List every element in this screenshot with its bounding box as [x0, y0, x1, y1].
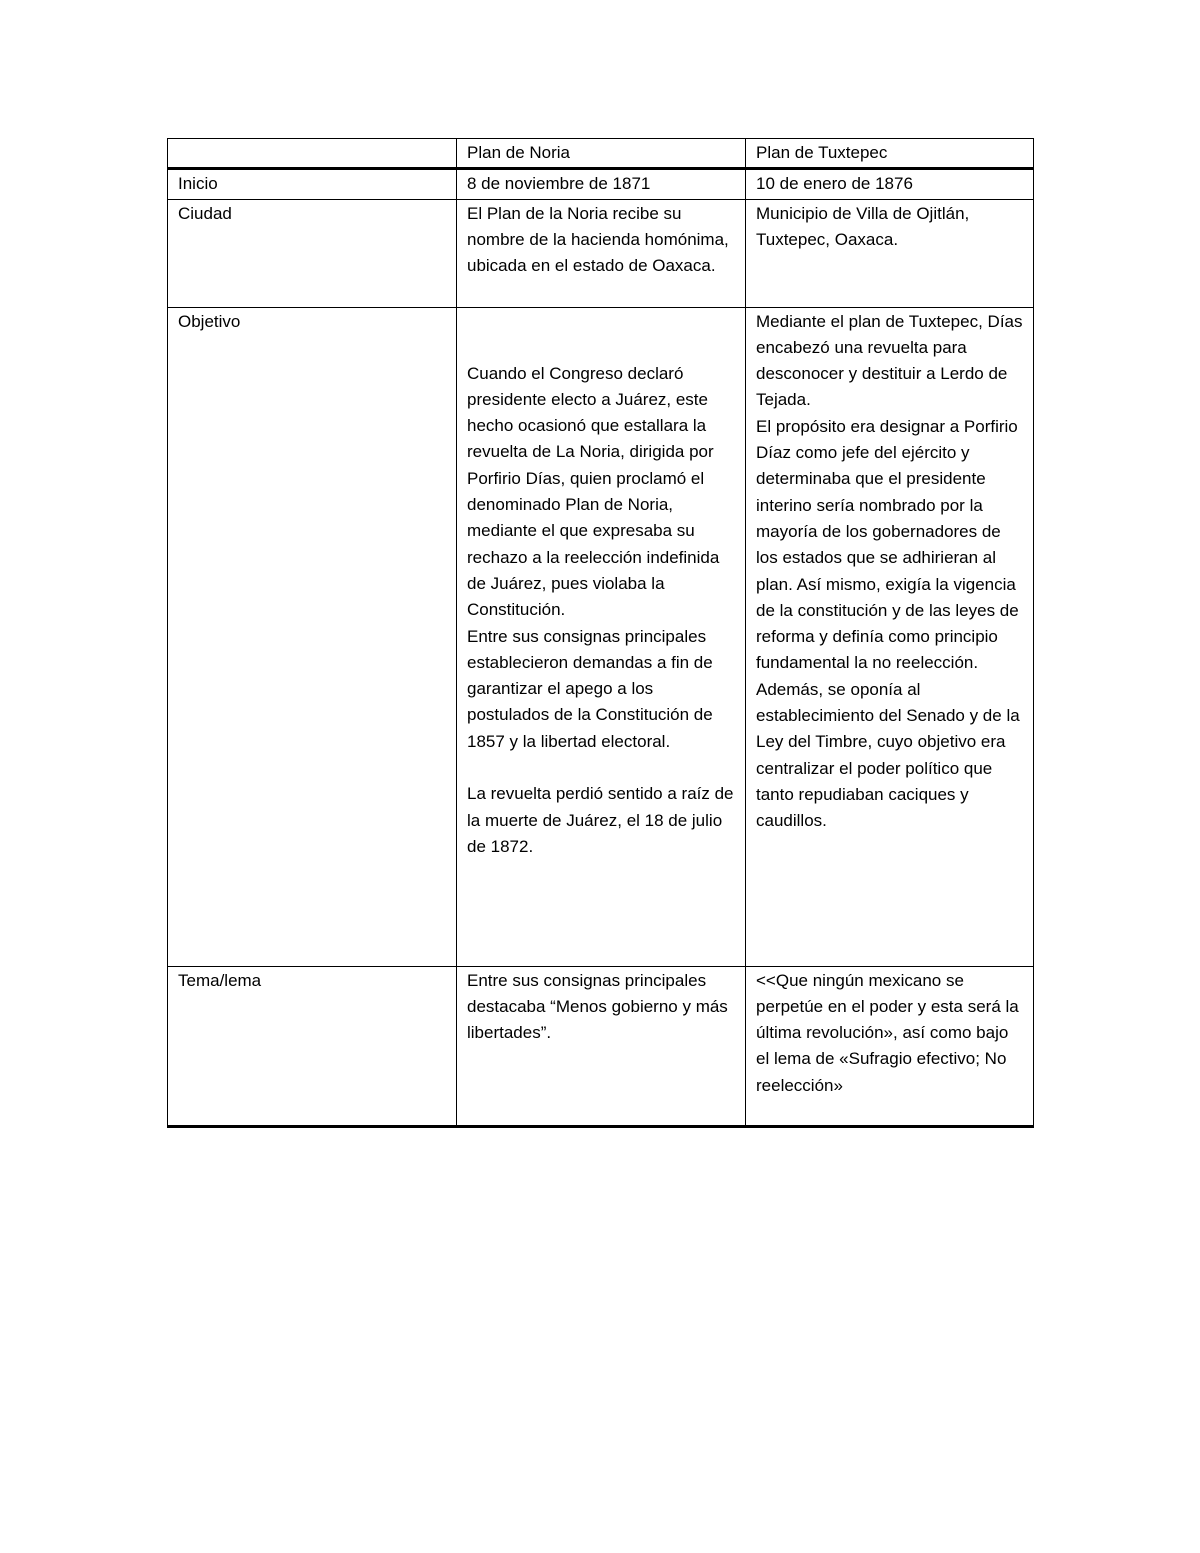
header-plan-tuxtepec: Plan de Tuxtepec	[746, 139, 1034, 169]
cell-tema-tuxtepec: <<Que ningún mexicano se perpetúe en el poder y esta será la última revolución», así como bajo el lema de «Sufragio efectivo; No reelección»	[746, 966, 1034, 1126]
cell-ciudad-noria: El Plan de la Noria recibe su nombre de la hacienda homónima, ubicada en el estado de Oaxaca.	[457, 199, 746, 307]
table-row-objetivo	[168, 307, 1034, 966]
row-label-tema-lema: Tema/lema	[168, 966, 457, 1126]
row-label-objetivo: Objetivo	[168, 307, 457, 966]
row-label-inicio: Inicio	[168, 169, 457, 199]
header-blank-cell	[168, 139, 457, 169]
cell-inicio-noria: 8 de noviembre de 1871	[457, 169, 746, 199]
table-row-ciudad	[168, 199, 1034, 307]
table-row-tema-lema	[168, 966, 1034, 1126]
cell-ciudad-tuxtepec: Municipio de Villa de Ojitlán, Tuxtepec, Oaxaca.	[746, 199, 1034, 307]
comparison-table	[167, 138, 1034, 1128]
table-header-row	[168, 139, 1034, 169]
cell-inicio-tuxtepec: 10 de enero de 1876	[746, 169, 1034, 199]
cell-objetivo-tuxtepec: Mediante el plan de Tuxtepec, Días encabezó una revuelta para desconocer y destituir a Lerdo de Tejada. El propósito era designar a Porfirio Díaz como jefe del ejército y determinaba que el presidente interino sería nombrado por la mayoría de los gobernadores de los estados que se adhirieran al plan. Así mismo, exigía la vigencia de la constitución y de las leyes de reforma y definía como principio fundamental la no reelección. Además, se oponía al establecimiento del Senado y de la Ley del Timbre, cuyo objetivo era centralizar el poder político que tanto repudiaban caciques y caudillos.	[746, 307, 1034, 966]
table-row-inicio	[168, 169, 1034, 199]
header-plan-noria: Plan de Noria	[457, 139, 746, 169]
cell-objetivo-noria: Cuando el Congreso declaró presidente electo a Juárez, este hecho ocasionó que estallara la revuelta de La Noria, dirigida por Porfirio Días, quien proclamó el denominado Plan de Noria, mediante el que expresaba su rechazo a la reelección indefinida de Juárez, pues violaba la Constitución. Entre sus consignas principales establecieron demandas a fin de garantizar el apego a los postulados de la Constitución de 1857 y la libertad electoral. La revuelta perdió sentido a raíz de la muerte de Juárez, el 18 de julio de 1872.	[457, 307, 746, 966]
cell-tema-noria: Entre sus consignas principales destacaba “Menos gobierno y más libertades”.	[457, 966, 746, 1126]
row-label-ciudad: Ciudad	[168, 199, 457, 307]
